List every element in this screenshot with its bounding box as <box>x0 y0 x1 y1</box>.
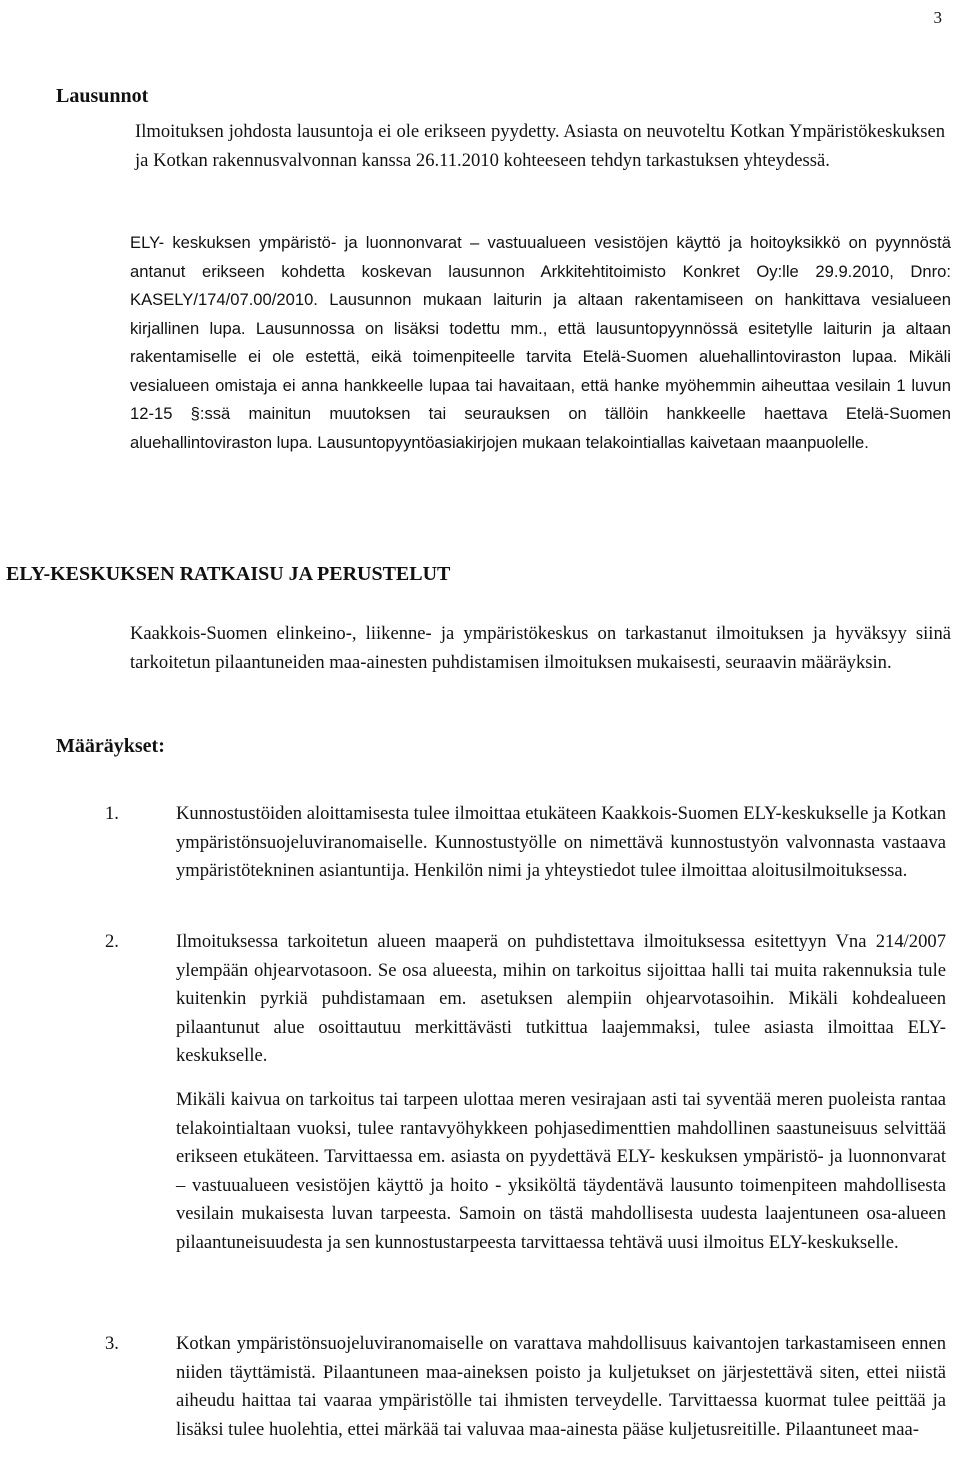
item-1-text: Kunnostustöiden aloittamisesta tulee ilmoittaa etukäteen Kaakkois-Suomen ELY-keskukselle ja Kotkan ympäristönsuojeluviranomaiselle. Kunnostustyölle on nimettävä kunnostustyön valvonnasta vastaava ympäristötekninen asiantuntija. Henkilön nimi ja yhteystiedot tulee ilmoittaa aloitusilmoituksessa. <box>176 803 946 881</box>
section-heading-maaraykset: Määräykset: <box>56 735 165 757</box>
page-number: 3 <box>933 8 942 27</box>
lausunnot-paragraph-1: Ilmoituksen johdosta lausuntoja ei ole erikseen pyydetty. Asiasta on neuvoteltu Kotkan Ympäristökeskuksen ja Kotkan rakennusvalvonnan kanssa 26.11.2010 kohteeseen tehdyn tarkastuksen yhteydessä. <box>135 121 945 171</box>
item-3-text: Kotkan ympäristönsuojeluviranomaiselle on varattava mahdollisuus kaivantojen tarkastamiseen ennen niiden täyttämistä. Pilaantuneen maa-aineksen poisto ja kuljetukset on järjestettävä siten, ettei niistä aiheudu haittaa tai vaaraa ympäristölle tai ihmisten terveydelle. Tarvittaessa kuormat tulee peittää ja lisäksi tulee huolehtia, ettei märkää tai valuvaa maa-ainesta pääse kuljetusreitille. Pilaantuneet maa- <box>176 1333 946 1440</box>
item-2-text-continued: Mikäli kaivua on tarkoitus tai tarpeen ulottaa meren vesirajaan asti tai syventää meren puoleista rantaa telakointialtaan vuoksi, tulee rantavyöhykkeen pohjasedimenttien mahdollinen saastuneisuus selvittää erikseen etukäteen. Tarvittaessa em. asiasta on pyydettävä ELY- keskuksen ympäristö- ja luonnonvarat – vastuualueen vesistöjen käyttö ja hoito - yksiköltä täydentävä lausunto toimenpiteen mahdollisesta vesilain mukaisesta luvan tarpeesta. Samoin on tästä mahdollisesta uudesta laajentuneen osa-alueen pilaantuneisuudesta ja sen kunnostustarpeesta tarvittaessa tehtävä uusi ilmoitus ELY-keskukselle. <box>176 1089 946 1253</box>
section-heading-ratkaisu: ELY-KESKUKSEN RATKAISU JA PERUSTELUT <box>6 563 451 585</box>
item-number-1: 1. <box>105 803 119 824</box>
item-2-text: Ilmoituksessa tarkoitetun alueen maaperä on puhdistettava ilmoituksessa esitettyyn Vna 214/2007 ylempään ohjearvotasoon. Se osa alueesta, mihin on tarkoitus sijoittaa halli tai muita rakennuksia tule kuitenkin pyrkiä puhdistamaan em. asetuksen alempiin ohjearvotasoihin. Mikäli kohdealueen pilaantunut alue osoittautuu merkittävästi tutkittua laajemmaksi, tulee asiasta ilmoittaa ELY-keskukselle. <box>176 931 946 1066</box>
item-number-2: 2. <box>105 931 119 952</box>
item-number-3: 3. <box>105 1333 119 1354</box>
section-heading-lausunnot: Lausunnot <box>56 85 149 107</box>
lausunnot-paragraph-2: ELY- keskuksen ympäristö- ja luonnonvarat – vastuualueen vesistöjen käyttö ja hoitoyksikkö on pyynnöstä antanut erikseen kohdetta koskevan lausunnon Arkkitehtitoimisto Konkret Oy:lle 29.9.2010, Dnro: KASELY/174/07.00/2010. Lausunnon mukaan laiturin ja altaan rakentamiseen on hankittava vesialueen kirjallinen lupa. Lausunnossa on lisäksi todettu mm., että lausuntopyynnössä esitetylle laiturin ja altaan rakentamiselle ei ole estettä, eikä toimenpiteelle tarvita Etelä-Suomen aluehallintoviraston lupaa. Mikäli vesialueen omistaja ei anna hankkeelle lupaa tai havaitaan, että hanke myöhemmin aiheuttaa vesilain 1 luvun 12-15 §:ssä mainitun muutoksen tai seurauksen on tällöin hankkeelle haettava Etelä-Suomen aluehallintoviraston lupa. Lausuntopyyntöasiakirjojen mukaan telakointiallas kaivetaan maanpuolelle. <box>130 233 951 452</box>
ratkaisu-paragraph: Kaakkois-Suomen elinkeino-, liikenne- ja ympäristökeskus on tarkastanut ilmoituksen ja hyväksyy siinä tarkoitetun pilaantuneiden maa-ainesten puhdistamisen ilmoituksen mukaisesti, seuraavin määräyksin. <box>130 623 951 673</box>
